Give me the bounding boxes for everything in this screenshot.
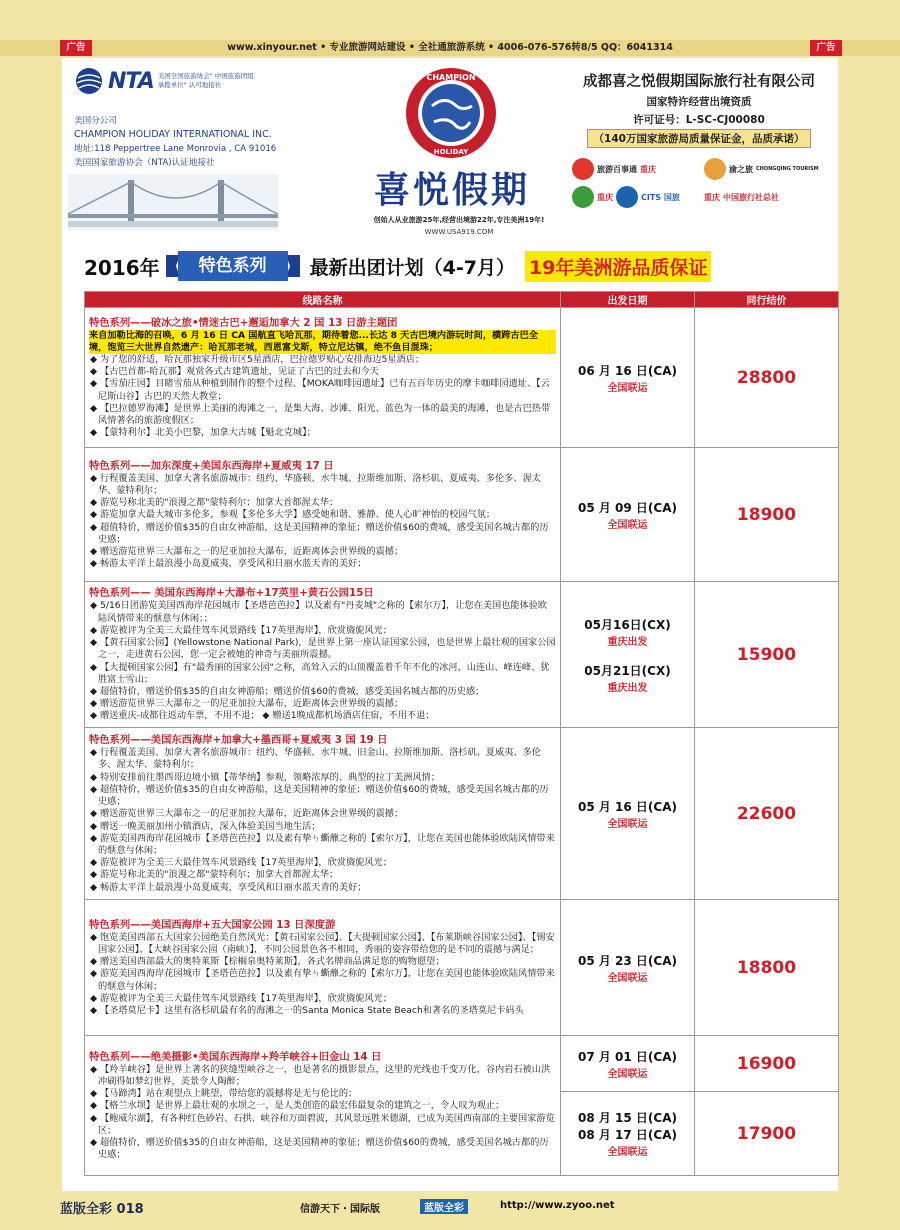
nta-text-1: 美国全国旅游协会" 中国旅游团组 [157, 72, 254, 80]
title-year: 2016年 [84, 255, 160, 280]
us-branch-info [74, 114, 276, 170]
yuzhilv-logo-icon [704, 158, 726, 180]
nta-logo [74, 66, 254, 96]
route-title: 特色系列—— 美国东西海岸+大瀑布+17英里+黄石公园15日 [89, 587, 374, 600]
us-branch-label: 美国分公司 [74, 116, 117, 126]
col-route: 线路名称 [85, 292, 561, 308]
table-row [85, 582, 839, 728]
footer-brand: 信游天下・国际版 [300, 1204, 380, 1215]
route-item: ◆ 赠送一晚美丽加州小镇酒店，深入体验美国当地生活； [90, 820, 321, 832]
route-item: ◆ 游览号称北美的"浪漫之都"蒙特利尔；加拿大首都渥太华； [90, 497, 339, 509]
route-item: ◆ 【雪茄庄园】目睹雪茄从种植到制作的整个过程、【MOKA咖啡园遗址】已有五百年历史的摩卡咖啡园遗址、【云尼斯山谷】古巴的天然大教堂； [90, 378, 550, 402]
header [62, 58, 838, 242]
route-item: ◆ 赠送重庆-成都往返动车票，不用不退； ◆ 赠送1晚成都机场酒店住宿，不用不退； [90, 710, 435, 722]
route-item: ◆ 行程覆盖美国、加拿大著名旅游城市：纽约、华盛顿、水牛城、拉斯维加斯、洛杉矶、夏威夷、多伦多、渥太华、蒙特利尔； [90, 472, 541, 496]
table-row [85, 1036, 839, 1092]
col-date: 出发日期 [561, 292, 695, 308]
series-label: 特色系列 [198, 256, 267, 276]
footer [0, 1195, 900, 1221]
route-item: ◆ 【巴拉德罗海滩】是世界上美丽的海滩之一，是集大海、沙滩、阳光、蓝色为一体的最美的海滩，也是古巴热带风情著名的旅游度假区； [90, 402, 551, 426]
company-promise: （140万国家旅游局质量保证金，品质承诺） [587, 129, 812, 148]
date-cell: 05 月 09 日(CA) 全国联运 [561, 448, 695, 582]
partner-logos [572, 158, 828, 208]
top-banner-text: www.xinyour.net • 专业旅游网站建设 • 全社通旅游系统 • 4006-076-576转8/5 QQ：6041314 [227, 42, 673, 53]
route-title: 特色系列——绝美摄影•美国东西海岸+羚羊峡谷+旧金山 14 日 [89, 1050, 382, 1063]
route-item: ◆ 【圣塔莫尼卡】这里有洛杉矶最有名的海滩之一的Santa Monica State Beach和著名的圣塔莫尼卡码头 [90, 1005, 524, 1016]
col-price: 同行结价 [695, 292, 839, 308]
price-cell: 17900 [695, 1092, 839, 1176]
champion-globe-logo [404, 66, 498, 160]
nta-globe-icon [74, 66, 104, 96]
cq-logo-icon [572, 186, 594, 208]
route-item: ◆ 【黄石国家公园】(Yellowstone National Park)，是世界上第一座认证国家公园，也是世界上最壮观的国家公园之一，走进黄石公园，您一定会被她的神奇与美丽所震撼。 [90, 637, 556, 661]
route-cell [85, 1036, 561, 1176]
route-item: ◆ 游览被评为全美三大最佳驾车风景路线【17英里海岸】，欣赏旖旎风光； [90, 992, 392, 1004]
ad-page [62, 58, 838, 1191]
brand-website: WWW.USA919.COM [424, 228, 494, 236]
route-item: ◆ 饱览美国西部五大国家公园绝美自然风光：【黄石国家公园】、【大提顿国家公园】、【布莱斯峡谷国家公园】、【锡安国家公园】、【大峡谷国家公园（南峡）】，不同公园景色各不相同，秀丽的姿容带给您的是不同的震撼与满足； [90, 931, 555, 955]
route-item: ◆ 游览被评为全美三大最佳驾车风景路线【17英里海岸】，欣赏旖旎风光； [90, 857, 392, 869]
route-item: ◆ 赠送游览世界三大瀑布之一的尼亚加拉大瀑布，近距离体会世界级的震撼； [90, 698, 404, 710]
ad-tag-left: 广告 [60, 40, 92, 56]
route-item: ◆ 【鲍威尔湖】，有各种红色砂岩、石拱、峡谷和万面碧波，其风景远胜米德湖，已成为美国西南部的主要国家游览区； [90, 1112, 555, 1136]
route-item: ◆ 超值特价，赠送价值$35的自由女神游船，这是美国精神的象征；赠送价值$60的费城，感受美国名城古都的历史感； [90, 783, 549, 808]
route-title: 特色系列——破冰之旅•情迷古巴+邂逅加拿大 2 国 13 日游主题团 [89, 316, 398, 329]
globe-top-text: CHAMPION [426, 73, 476, 82]
route-item: ◆ 游览号称北美的"浪漫之都"蒙特利尔；加拿大首都渥太华； [90, 869, 339, 881]
tour-table [84, 291, 839, 1176]
date-cell: 05 月 23 日(CA) 全国联运 [561, 900, 695, 1036]
title-quality: 19年美洲游品质保证 [525, 251, 711, 282]
route-item: ◆ 超值特价，赠送价值$35的自由女神游船；赠送价值$60的费城，感受美国名城古都的历史感； [90, 685, 485, 697]
route-item: ◆ 游览被评为全美三大最佳驾车风景路线【17英里海岸】，欣赏旖旎风光； [90, 624, 392, 636]
company-qualification: 国家特许经营出境资质 [646, 96, 752, 108]
footer-page-label: 蓝版全彩 018 [60, 1202, 144, 1217]
globe-bottom-text: HOLIDAY [433, 148, 469, 156]
us-address: 地址:118 Peppertree Lane Monrovia , CA 91016 [74, 144, 277, 154]
us-company-name: CHAMPION HOLIDAY INTERNATIONAL INC. [74, 129, 272, 140]
price-cell: 28800 [695, 308, 839, 448]
lvyou-logo-icon [572, 158, 594, 180]
date-cell: 08 月 15 日(CA) 08 月 17 日(CA) 全国联运 [561, 1092, 695, 1176]
route-item: ◆ 赠送游览世界三大瀑布之一的尼亚加拉大瀑布，近距离体会世界级的震撼； [90, 545, 404, 557]
route-highlight: 来自加勒比海的召唤，6 月 16 日 CA 国航直飞哈瓦那，期待着您...长达 8 天古巴境内游玩时间，横跨古巴全境，饱览三大世界自然遗产：哈瓦那老城，西恩富戈斯，特立尼达镇，绝不鱼目混珠； [89, 330, 556, 354]
price-cell: 15900 [695, 582, 839, 728]
table-row [85, 728, 839, 900]
route-item: ◆ 【马蹄湾】站在观望点上眺望，带给您的震撼将是无与伦比的； [90, 1088, 358, 1100]
route-item: ◆ 【古巴首都-哈瓦那】观赏各式古建筑遗址，见证了古巴的过去和今天 [90, 366, 379, 378]
date-cell: 05 月 16 日(CA) 全国联运 [561, 728, 695, 900]
company-license: 许可证号：L-SC-CJ00080 [633, 114, 765, 126]
route-cell [85, 582, 561, 728]
cits-logo-icon [616, 186, 638, 208]
footer-badge: 蓝版全彩 [420, 1199, 468, 1214]
route-cell [85, 728, 561, 900]
route-item: ◆ 游览加拿大最大城市多伦多，参观【多伦多大学】感受她和谐、雅静、使人心旷神怡的校园气氛； [90, 509, 496, 521]
route-item: ◆ 畅游太平洋上最浪漫小岛夏威夷，享受风和日丽水蓝天青的美好； [90, 881, 367, 893]
partner-cts: 重庆 中国旅行社总社 [704, 192, 779, 202]
route-cell [85, 448, 561, 582]
top-banner [0, 40, 900, 56]
title-main: 最新出团计划（4-7月） [309, 256, 515, 279]
partner-cq: 重庆 CITS 国旅 [572, 186, 696, 208]
route-cell [85, 900, 561, 1036]
brand-slogan: 创始人从业旅游25年,经营出境游22年,专注美洲19年! [373, 216, 545, 224]
route-title: 特色系列——加东深度+美国东西海岸+夏威夷 17 日 [89, 459, 334, 472]
route-item: ◆ 游览美国西海岸花园城市【圣塔芭芭拉】以及素有挚ㄣ蟖蘼之称的【索尔万】，让您在美国也能体验欧陆风情带来的惬意与休闲； [90, 832, 555, 856]
route-item: ◆ 【格兰水坝】是世界上最壮观的水坝之一，是人类创造的最宏伟最复杂的建筑之一，令人叹为观止； [90, 1100, 505, 1112]
ad-tag-right: 广告 [810, 40, 842, 56]
route-item: ◆ 【蒙特利尔】北美小巴黎，加拿大古城【魁北克城】； [90, 427, 316, 439]
price-cell: 18900 [695, 448, 839, 582]
series-ribbon [166, 251, 300, 281]
route-item: ◆ 赠送游览世界三大瀑布之一的尼亚加拉大瀑布，近距离体会世界级的震撼； [90, 808, 404, 820]
route-item: ◆ 赠送美国西部最大的奥特莱斯【棕榈泉奥特莱斯】，各式名牌商品满足您的购物愿望； [90, 956, 445, 968]
route-cell [85, 308, 561, 448]
table-row [85, 448, 839, 582]
route-item: ◆ 畅游太平洋上最浪漫小岛夏威夷，享受风和日丽水蓝天青的美好； [90, 558, 367, 570]
date-cell: 06 月 16 日(CA) 全国联运 [561, 308, 695, 448]
route-item: ◆ 行程覆盖美国、加拿大著名旅游城市：纽约、华盛顿、水牛城、旧金山、拉斯维加斯、洛杉矶、夏威夷、多伦多、渥太华、蒙特利尔； [90, 747, 541, 771]
company-info [570, 70, 828, 148]
table-row [85, 308, 839, 448]
nta-logo-text: NTA [108, 68, 154, 94]
nta-text-2: 承揽单位" 认可地接社 [157, 81, 222, 89]
route-item: ◆ 超值特价，赠送价值$35的自由女神游船，这是美国精神的象征；赠送价值$60的费城，感受美国名城古都的历史感； [90, 1136, 549, 1161]
price-cell: 18800 [695, 900, 839, 1036]
company-name: 成都喜之悦假期国际旅行社有限公司 [583, 74, 815, 90]
route-item: ◆ 超值特价，赠送价值$35的自由女神游船，这是美国精神的象征；赠送价值$60的费城，感受美国名城古都的历史感； [90, 521, 549, 545]
route-title: 特色系列——美国东西海岸+加拿大+墨西哥+夏威夷 3 国 19 日 [89, 734, 388, 747]
date-cell: 07 月 01 日(CA) 全国联运 [561, 1036, 695, 1092]
price-cell: 16900 [695, 1036, 839, 1092]
route-item: ◆ 为了您的舒适，哈瓦那独家升级市区5星酒店，巴拉德罗贴心安排海边5星酒店； [90, 353, 425, 365]
route-item: ◆ 5/16日团游览美国西海岸花园城市【圣塔芭芭拉】以及素有"丹麦城"之称的【索尔万】，让您在美国也能体验欧陆风情带来的惬意与休闲；； [90, 600, 548, 624]
route-item: ◆ 游览美国西海岸花园城市【圣塔芭芭拉】以及素有挚ㄣ蟖蘼之称的【索尔万】，让您在美国也能体验欧陆风情带来的惬意与休闲； [90, 968, 555, 992]
table-row [85, 900, 839, 1036]
footer-url[interactable]: http://www.zyoo.net [500, 1200, 615, 1211]
date-cell: 05月16日(CX) 重庆出发 05月21日(CX) 重庆出发 [561, 582, 695, 728]
us-nta-cert: 美国国家旅游协会（NTA)认证地接社 [74, 158, 215, 168]
route-item: ◆ 特别安排前往墨西哥边境小镇【蒂华纳】参观，领略浓厚的、典型的拉丁美洲风情； [90, 771, 440, 783]
table-header [85, 292, 839, 308]
golden-gate-bridge-image [68, 174, 278, 230]
brand-name: 喜悦假期 [373, 169, 530, 211]
route-item: ◆ 【羚羊峡谷】是世界上著名的狭缝型峡谷之一，也是著名的摄影景点，这里的光线也千变万化，谷内岩石被山洪冲刷得如梦幻世界，美景令人陶醉； [90, 1063, 551, 1087]
route-item: ◆ 【大提顿国家公园】有"最秀丽的国家公园"之称，高耸入云的山顶覆盖着千年不化的冰河，山连山、峰连峰、犹胜富士雪山； [90, 661, 550, 685]
price-cell: 22600 [695, 728, 839, 900]
title-bar [62, 244, 838, 288]
partner-yuzhilv: 渝之旅 CHONGQING TOURISM [704, 158, 828, 180]
partner-lvyou: 旅游百事通 重庆 [572, 158, 696, 180]
route-title: 特色系列——美国西海岸+五大国家公园 13 日深度游 [89, 918, 336, 931]
